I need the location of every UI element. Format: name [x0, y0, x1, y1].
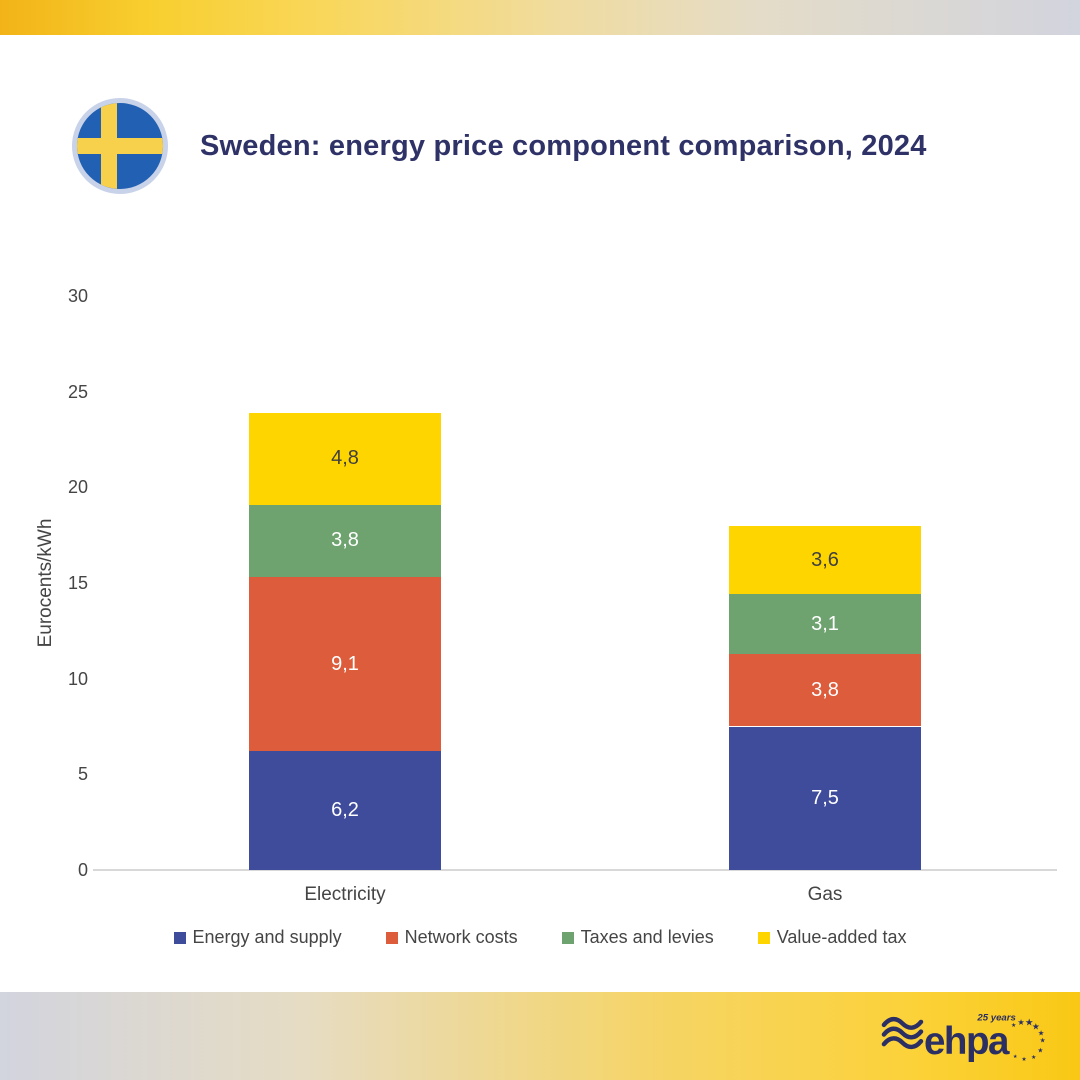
y-axis-tick-25: 25	[67, 381, 88, 402]
legend-item	[174, 927, 342, 948]
y-axis-tick-5: 5	[77, 764, 88, 785]
svg-text:★: ★	[1021, 1056, 1027, 1064]
y-axis-tick-20: 20	[67, 477, 88, 498]
svg-text:★: ★	[1024, 1017, 1034, 1029]
svg-text:★: ★	[1039, 1036, 1046, 1045]
bar-segment-gas-0	[729, 727, 921, 871]
y-axis-tick-15: 15	[67, 573, 88, 593]
bar-segment-value: 4,8	[331, 447, 359, 470]
legend-item	[758, 927, 907, 948]
bar-segment-electricity-0	[249, 751, 441, 870]
bar-segment-value: 7,5	[811, 786, 839, 809]
bar-segment-value: 3,8	[811, 678, 839, 701]
bar-segment-gas-2	[729, 594, 921, 653]
page-title: Sweden: energy price component comparison, 2024	[200, 129, 927, 162]
legend-swatch	[758, 932, 770, 944]
bar-segment-value: 3,6	[811, 548, 839, 571]
logo-wordmark: ehpa	[923, 1019, 1009, 1063]
y-axis-tick-30: 30	[67, 286, 88, 306]
legend-label: Energy and supply	[192, 927, 342, 947]
legend-item	[386, 927, 518, 948]
bar-segment-electricity-2	[249, 505, 441, 578]
bar-segment-electricity-3	[249, 413, 441, 505]
bar-segment-value: 3,1	[811, 612, 839, 635]
y-axis-title: Eurocents/kWh	[35, 518, 56, 648]
chart-legend	[0, 927, 1080, 948]
eu-stars-icon	[1011, 1017, 1046, 1063]
x-axis-label-gas: Gas	[807, 884, 843, 905]
legend-label: Value-added tax	[776, 927, 907, 947]
bar-segment-value: 6,2	[331, 799, 359, 822]
svg-text:★: ★	[1031, 1053, 1037, 1061]
svg-text:★: ★	[1017, 1016, 1025, 1027]
svg-text:★: ★	[1037, 1028, 1045, 1038]
svg-text:★: ★	[1037, 1046, 1044, 1055]
x-axis-label-electricity: Electricity	[304, 884, 386, 905]
svg-text:★: ★	[1011, 1022, 1017, 1030]
svg-text:★: ★	[1012, 1054, 1018, 1061]
legend-swatch	[562, 932, 574, 944]
y-axis-tick-0: 0	[77, 860, 88, 880]
waves-icon	[884, 1019, 921, 1047]
y-axis-tick-10: 10	[67, 668, 88, 689]
bar-segment-electricity-1	[249, 577, 441, 751]
legend-swatch	[174, 932, 186, 944]
bar-segment-gas-3	[729, 526, 921, 595]
legend-item	[562, 927, 714, 948]
ehpa-logo	[878, 1006, 1050, 1066]
legend-label: Network costs	[404, 927, 518, 947]
legend-label: Taxes and levies	[580, 927, 714, 947]
logo-anniversary-label: 25 years	[977, 1012, 1016, 1024]
legend-swatch	[386, 932, 398, 944]
svg-text:★: ★	[1031, 1022, 1040, 1033]
bottom-gradient-band	[0, 992, 1080, 1080]
bar-segment-value: 3,8	[331, 529, 359, 552]
bar-segment-gas-1	[729, 654, 921, 727]
bar-segment-value: 9,1	[331, 652, 359, 675]
